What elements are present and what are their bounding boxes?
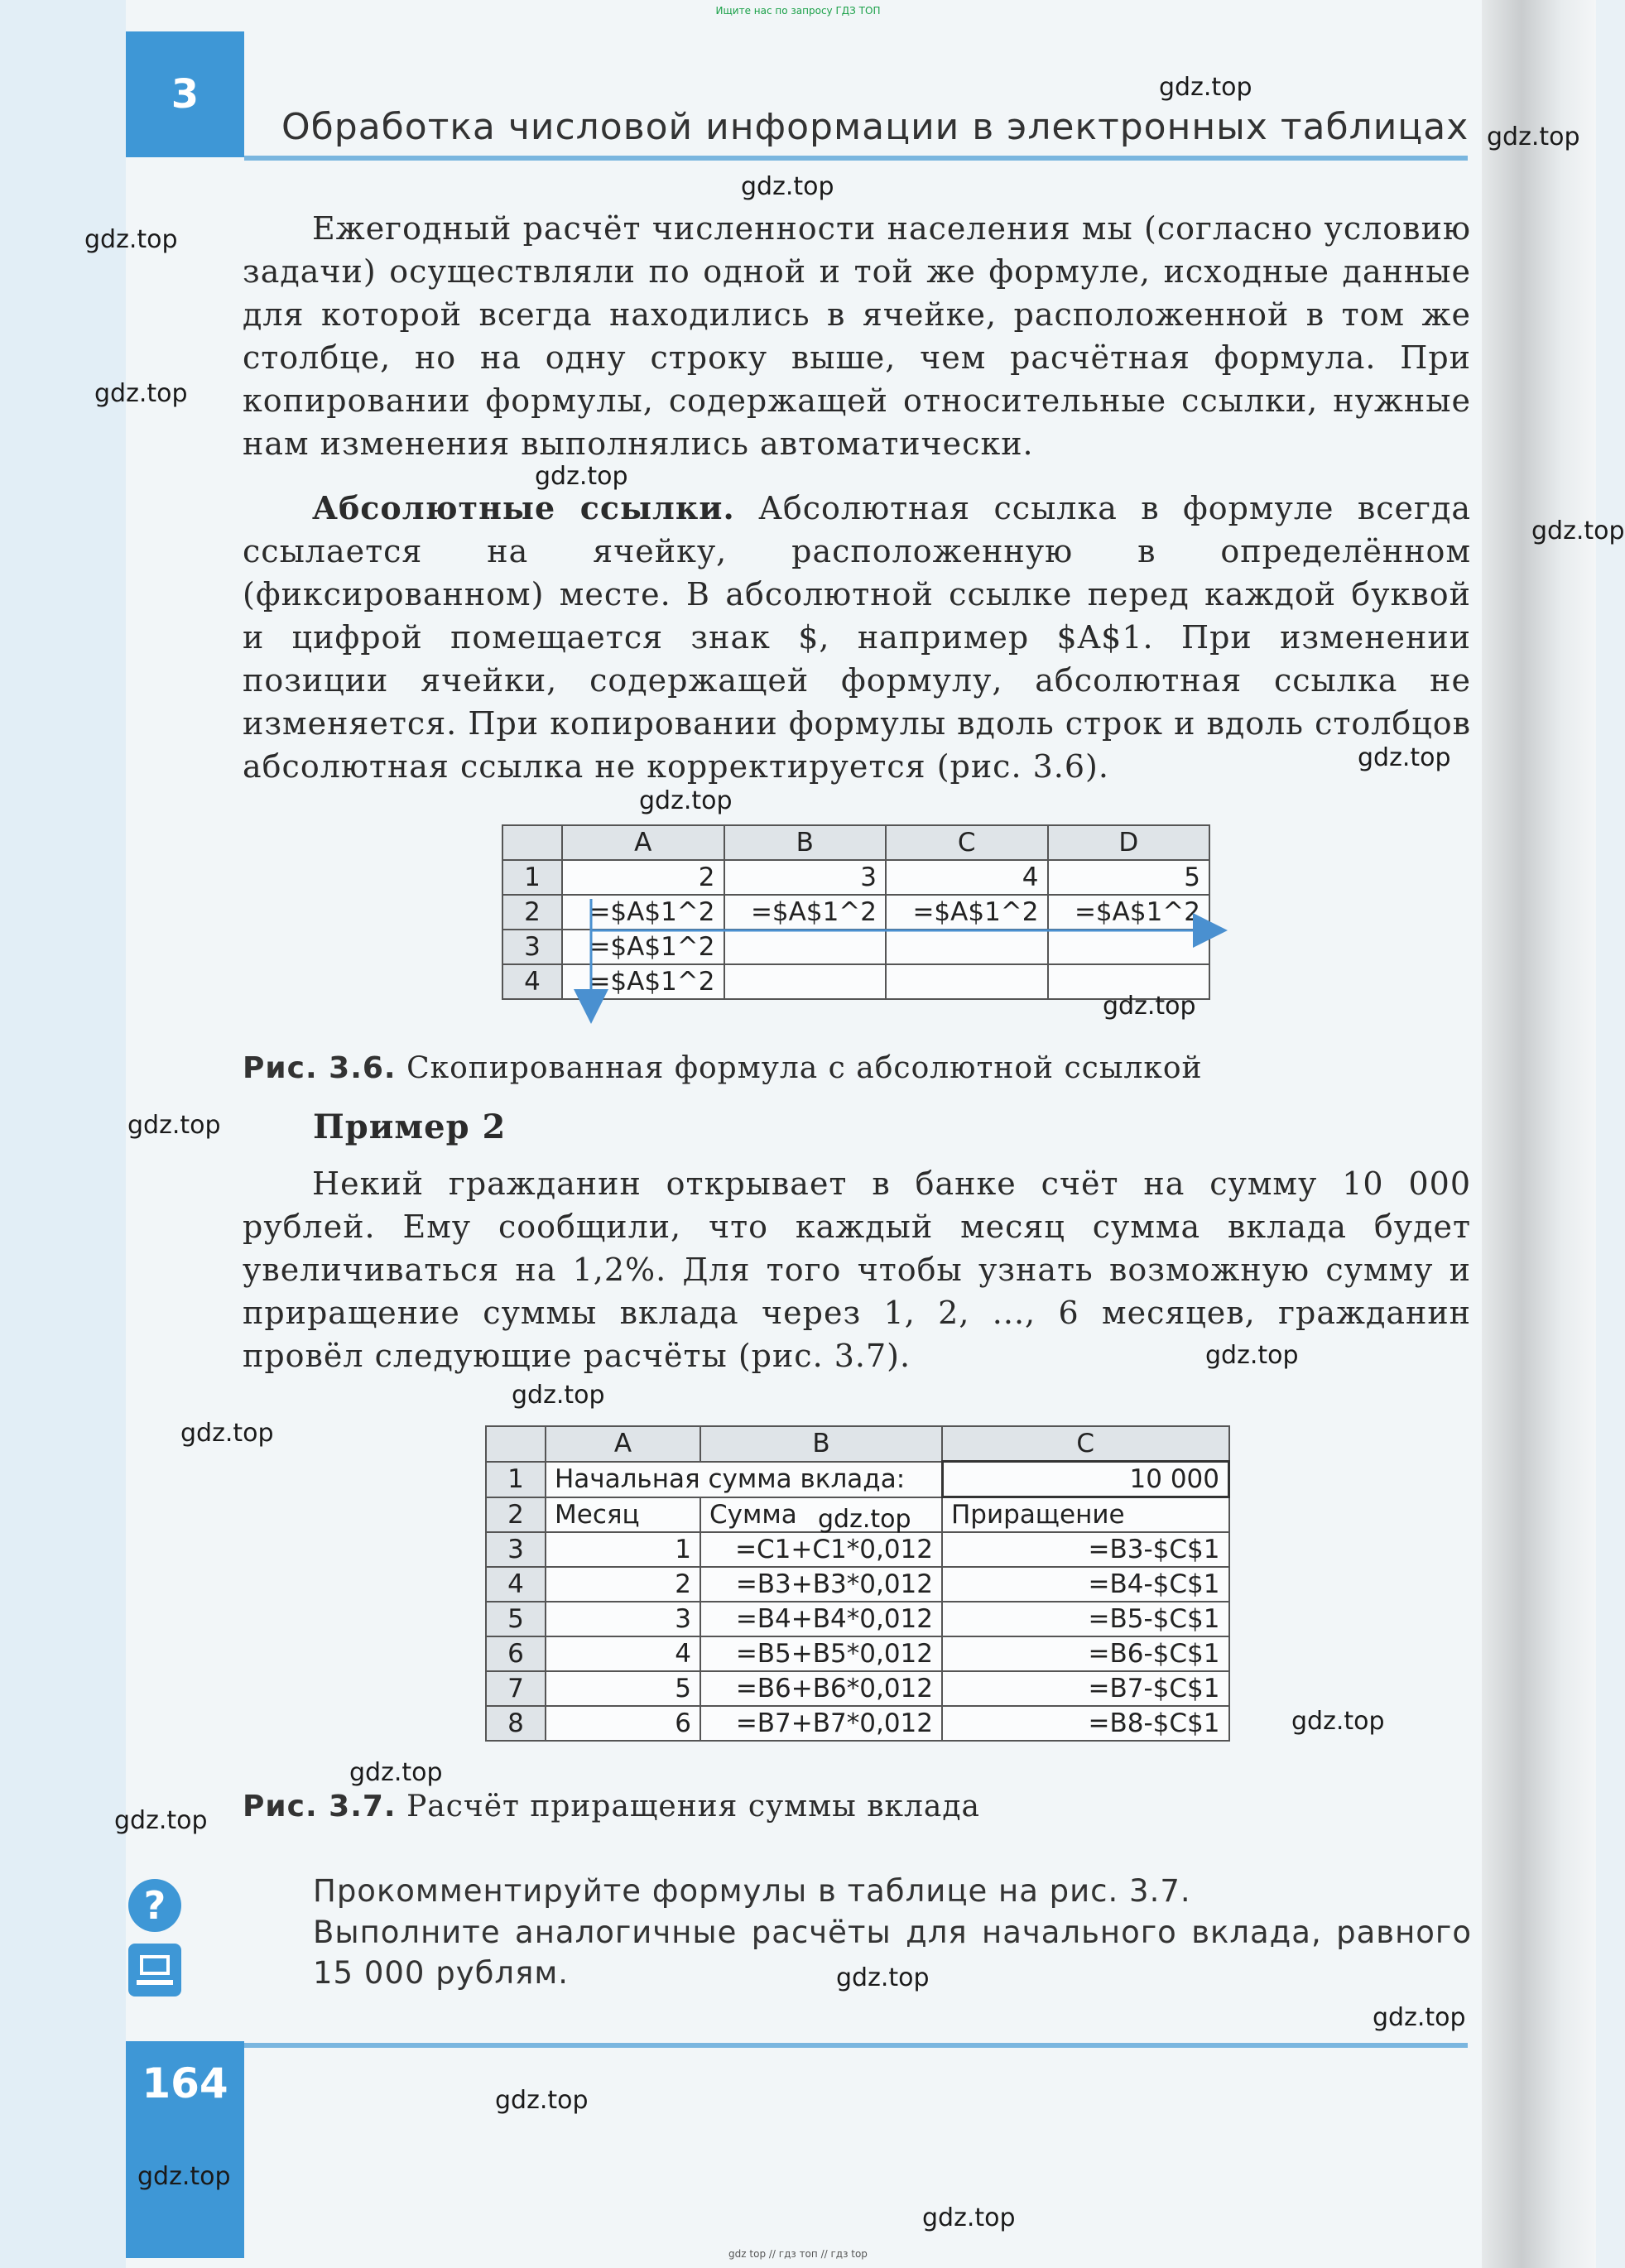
watermark[interactable]: gdz.top bbox=[512, 1381, 605, 1410]
page-number: 164 bbox=[142, 2059, 228, 2107]
cell: =$A$1^2 bbox=[562, 964, 724, 999]
cell: 2 bbox=[562, 860, 724, 895]
figure-3-7-label: Рис. 3.7. bbox=[243, 1790, 397, 1824]
cell: 3 bbox=[546, 1602, 700, 1636]
column-header: A bbox=[562, 825, 724, 860]
watermark[interactable]: gdz.top bbox=[495, 2086, 589, 2115]
task-practice: Выполните аналогичные расчёты для начального вклада, равного 15 000 рублям. bbox=[313, 1915, 1472, 1991]
watermark[interactable]: gdz.top bbox=[922, 2203, 1016, 2232]
initial-amount-label: Начальная сумма вклада: bbox=[546, 1462, 942, 1497]
task-question: Прокомментируйте формулы в таблице на рис. 3.7. bbox=[313, 1873, 1191, 1909]
paragraph-absolute-refs-text: Абсолютная ссылка в формуле всегда ссылается на ячейку, расположенную в определённом (фиксированном) месте. В абсолютной ссылке перед каждой буквой и цифрой помещается знак $, например $A$1. При изменении позиции ячейки, содержащей формулу, абсолютная ссылка не изменяется. При копировании формулы вдоль строк и вдоль столбцов абсолютная ссылка не корректируется (рис. 3.6). bbox=[243, 490, 1471, 785]
column-header: C bbox=[886, 825, 1048, 860]
computer-base-shape bbox=[137, 1980, 173, 1985]
column-header: A bbox=[546, 1426, 700, 1462]
cell: =B6-$C$1 bbox=[942, 1636, 1229, 1671]
row-number: 2 bbox=[502, 895, 562, 930]
cell: =$A$1^2 bbox=[562, 895, 724, 930]
row-number: 3 bbox=[486, 1532, 546, 1567]
table-row bbox=[486, 1671, 1229, 1706]
cell: Месяц bbox=[546, 1497, 700, 1533]
cell: 3 bbox=[724, 860, 887, 895]
cell: =B7-$C$1 bbox=[942, 1671, 1229, 1706]
row-number: 8 bbox=[486, 1706, 546, 1741]
table-row bbox=[486, 1532, 1229, 1567]
row-number: 6 bbox=[486, 1636, 546, 1671]
chapter-number: 3 bbox=[126, 31, 244, 157]
column-header: D bbox=[1048, 825, 1210, 860]
column-header: B bbox=[700, 1426, 942, 1462]
watermark[interactable]: gdz.top bbox=[1159, 73, 1252, 102]
cell: 1 bbox=[546, 1532, 700, 1567]
cell: =B6+B6*0,012 bbox=[700, 1671, 942, 1706]
cell: =B7+B7*0,012 bbox=[700, 1706, 942, 1741]
initial-amount-value: 10 000 bbox=[942, 1462, 1229, 1497]
figure-3-6-caption bbox=[243, 1051, 1203, 1085]
watermark[interactable]: gdz.top bbox=[818, 1505, 911, 1534]
computer-icon bbox=[128, 1944, 181, 1997]
column-header: B bbox=[724, 825, 887, 860]
watermark[interactable]: gdz.top bbox=[741, 172, 834, 201]
cell: Сумма bbox=[700, 1497, 942, 1533]
cell: =B3-$C$1 bbox=[942, 1532, 1229, 1567]
cell: =B5+B5*0,012 bbox=[700, 1636, 942, 1671]
row-number: 1 bbox=[486, 1462, 546, 1497]
figure-3-7-text: Расчёт приращения суммы вклада bbox=[406, 1790, 981, 1824]
cell: 5 bbox=[546, 1671, 700, 1706]
row-number: 4 bbox=[486, 1567, 546, 1602]
watermark[interactable]: gdz.top bbox=[127, 1111, 221, 1140]
example-heading: Пример 2 bbox=[313, 1108, 507, 1146]
figure-3-7-caption bbox=[243, 1790, 980, 1824]
row-number: 5 bbox=[486, 1602, 546, 1636]
watermark[interactable]: gdz.top bbox=[84, 225, 178, 254]
cell: =B3+B3*0,012 bbox=[700, 1567, 942, 1602]
row-number: 1 bbox=[502, 860, 562, 895]
watermark[interactable]: gdz.top bbox=[1487, 123, 1580, 151]
cell: =B8-$C$1 bbox=[942, 1706, 1229, 1741]
figure-3-6-label: Рис. 3.6. bbox=[243, 1051, 397, 1085]
table-row bbox=[486, 1462, 1229, 1497]
watermark[interactable]: gdz.top bbox=[639, 786, 733, 815]
cell: =C1+C1*0,012 bbox=[700, 1532, 942, 1567]
cell: 5 bbox=[1048, 860, 1210, 895]
column-header: C bbox=[942, 1426, 1229, 1462]
paragraph-example: Некий гражданин открывает в банке счёт на сумму 10 000 рублей. Ему сообщили, что каждый месяц сумма вклада будет увеличиваться на 1,2%. Для того чтобы узнать возможную сумму и приращение суммы вклада через 1, 2, ..., 6 месяцев, гражданин провёл следующие расчёты (рис. 3.7). bbox=[243, 1165, 1471, 1374]
watermark[interactable]: gdz.top bbox=[137, 2162, 231, 2191]
watermark[interactable]: gdz.top bbox=[1531, 517, 1625, 545]
watermark[interactable]: gdz.top bbox=[1373, 2003, 1466, 2032]
row-number: 4 bbox=[502, 964, 562, 999]
row-number: 7 bbox=[486, 1671, 546, 1706]
table-row bbox=[486, 1602, 1229, 1636]
watermark[interactable]: gdz.top bbox=[1358, 743, 1451, 772]
watermark[interactable]: gdz.top bbox=[1205, 1341, 1299, 1370]
cell: 4 bbox=[546, 1636, 700, 1671]
table-row bbox=[486, 1636, 1229, 1671]
cell: =$A$1^2 bbox=[886, 895, 1048, 930]
figure-3-6-text: Скопированная формула с абсолютной ссылкой bbox=[406, 1051, 1203, 1085]
cell: =$A$1^2 bbox=[1048, 895, 1210, 930]
chapter-title: Обработка числовой информации в электронных таблицах bbox=[281, 106, 1469, 148]
top-note[interactable]: Ищите нас по запросу ГДЗ ТОП bbox=[715, 5, 881, 17]
cell: Приращение bbox=[942, 1497, 1229, 1533]
watermark[interactable]: gdz.top bbox=[94, 379, 188, 408]
cell: =$A$1^2 bbox=[562, 930, 724, 964]
table-header-row bbox=[486, 1426, 1229, 1462]
paragraph-relative-refs: Ежегодный расчёт численности населения мы (согласно условию задачи) осуществляли по одной и той же формуле, исходные данные для которой всегда находились в ячейке, расположенной в том же столбце, но на одну строку выше, чем расчётная формула. При копировании формулы, содержащей относительные ссылки, нужные нам изменения выполнялись автоматически. bbox=[243, 210, 1471, 462]
table-row bbox=[486, 1567, 1229, 1602]
watermark[interactable]: gdz.top bbox=[836, 1963, 930, 1992]
term-absolute-refs: Абсолютные ссылки. bbox=[312, 489, 735, 526]
cell: 6 bbox=[546, 1706, 700, 1741]
cell: =$A$1^2 bbox=[724, 895, 887, 930]
watermark[interactable]: gdz.top bbox=[349, 1758, 443, 1787]
cell: =B5-$C$1 bbox=[942, 1602, 1229, 1636]
figure-3-7-spreadsheet bbox=[485, 1425, 1230, 1742]
corner-cell bbox=[486, 1426, 546, 1462]
question-mark-icon: ? bbox=[128, 1879, 181, 1932]
watermark[interactable]: gdz.top bbox=[1103, 992, 1196, 1021]
cell: 2 bbox=[546, 1567, 700, 1602]
watermark[interactable]: gdz.top bbox=[535, 462, 628, 491]
footer-divider bbox=[244, 2043, 1468, 2048]
row-number: 3 bbox=[502, 930, 562, 964]
watermark[interactable]: gdz.top bbox=[1291, 1707, 1385, 1736]
computer-screen-shape bbox=[140, 1955, 170, 1975]
table-row bbox=[486, 1706, 1229, 1741]
bottom-note[interactable]: gdz top // гдз топ // гдз top bbox=[728, 2248, 868, 2260]
cell: =B4-$C$1 bbox=[942, 1567, 1229, 1602]
cell: 4 bbox=[886, 860, 1048, 895]
watermark[interactable]: gdz.top bbox=[180, 1419, 274, 1448]
cell: =B4+B4*0,012 bbox=[700, 1602, 942, 1636]
row-number: 2 bbox=[486, 1497, 546, 1533]
watermark[interactable]: gdz.top bbox=[114, 1806, 208, 1835]
